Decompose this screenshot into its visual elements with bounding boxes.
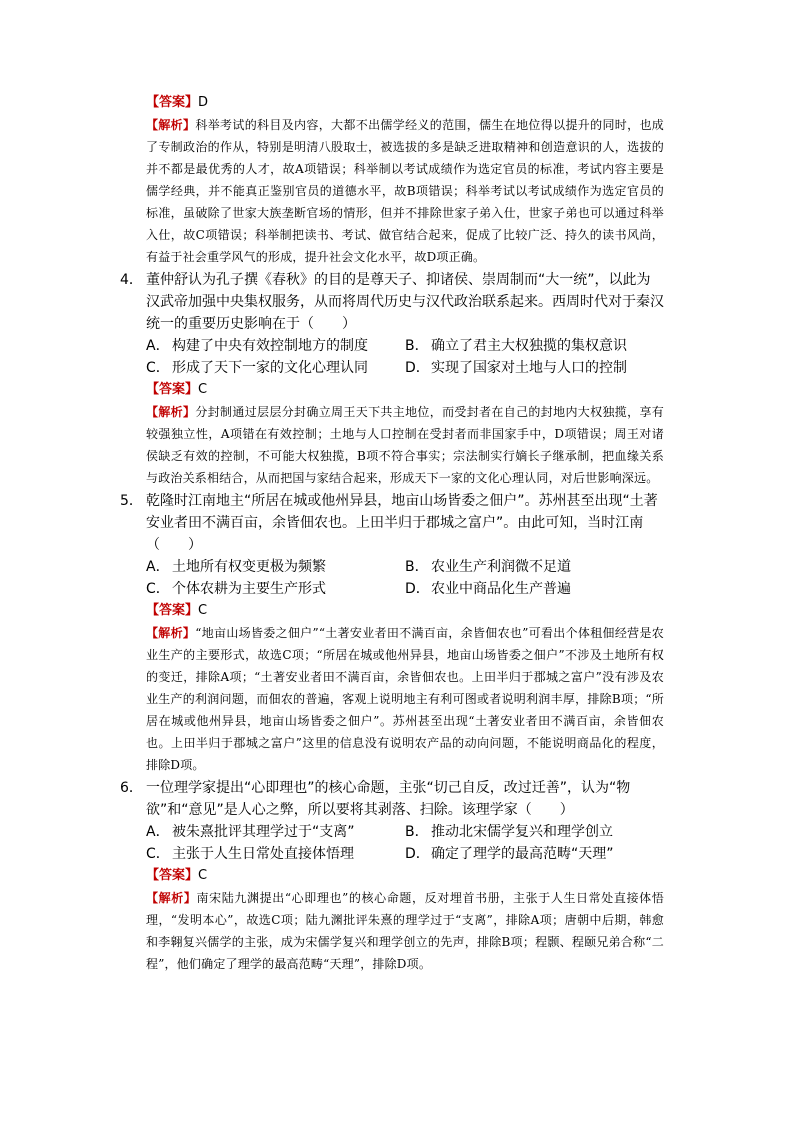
options bbox=[146, 821, 664, 865]
question-number: 6． bbox=[120, 780, 143, 796]
answer-sheet bbox=[120, 92, 664, 975]
answer-tag: 【答案】 bbox=[146, 95, 199, 110]
analysis-paragraph bbox=[146, 622, 664, 776]
option-d[interactable]: D．实现了国家对土地与人口的控制 bbox=[405, 360, 627, 376]
option-c[interactable]: C． 个体农耕为主要生产形式 bbox=[146, 581, 326, 597]
answer-value: D bbox=[198, 95, 209, 110]
answer-line bbox=[146, 379, 664, 401]
analysis-tag: 【解析】 bbox=[146, 118, 196, 132]
question-5 bbox=[120, 490, 664, 556]
analysis-text: 南宋陆九渊提出“心即理也”的核心命题，反对埋首书册，主张于人生日常处直接体悟理，“发明本心”，故选C项；陆九渊批评朱熹的理学过于“支离”，排除A项；唐朝中后期，韩愈和李翱复兴儒学的主张，成为宋儒学复兴和理学创立的先声，排除B项；程颢、程颐兄弟合称“二程”，他们确定了理学的最高范畴“天理”，排除D项。 bbox=[146, 891, 664, 971]
option-a[interactable]: A． 被朱熹批评其理学过于“支离” bbox=[146, 824, 355, 840]
option-d[interactable]: D．确定了理学的最高范畴“天理” bbox=[405, 846, 614, 862]
question-stem: 乾隆时江南地主“所居在城或他州异县，地亩山场皆委之佃户”。苏州甚至出现“土著安业者田不满百亩，余皆佃农也。上田半归于郡城之富户”。由此可知，当时江南（ ） bbox=[146, 493, 658, 553]
option-c[interactable]: C． 主张于人生日常处直接体悟理 bbox=[146, 846, 354, 862]
answer-value: C bbox=[198, 603, 208, 618]
answer-line bbox=[146, 865, 664, 887]
analysis-text: 科举考试的科目及内容，大都不出儒学经义的范围，儒生在地位得以提升的同时，也成了专制政治的作从，特别是明清八股取士，被选拔的多是缺乏进取精神和创造意识的人，选拔的并不都是最优秀的人才，故A项错误；科举制以考试成绩作为选定官员的标准，考试内容主要是儒学经典，并不能真正鉴别官员的道德水平，故B项错误；科举考试以考试成绩作为选定官员的标准，虽破除了世家大族垄断官场的情形，但并不排除世家子弟入仕，世家子弟也可以通过科举入仕，故C项错误；科举制把读书、考试、做官结合起来，促成了比较广泛、持久的读书风尚，有益于社会重学风气的形成，提升社会文化水平，故D项正确。 bbox=[146, 118, 664, 264]
answer-tag: 【答案】 bbox=[146, 603, 199, 618]
analysis-paragraph bbox=[146, 401, 664, 489]
analysis-paragraph bbox=[146, 887, 664, 975]
analysis-tag: 【解析】 bbox=[146, 891, 197, 905]
analysis-text: 分封制通过层层分封确立周王天下共主地位，而受封者在自己的封地内大权独揽，享有较强独立性，A项错在有效控制；土地与人口控制在受封者而非国家手中，D项错误；周王对诸侯缺乏有效的控制，不可能大权独揽，B项不符合事实；宗法制实行嫡长子继承制，把血缘关系与政治关系相结合，从而把国与家结合起来，形成天下一家的文化心理认同，对后世影响深远。 bbox=[146, 405, 664, 485]
question-number: 5． bbox=[120, 493, 143, 509]
question-6 bbox=[120, 777, 664, 821]
answer-line bbox=[146, 600, 664, 622]
option-a[interactable]: A． 构建了中央有效控制地方的制度 bbox=[146, 338, 368, 354]
answer-line bbox=[146, 92, 664, 114]
question-stem: 一位理学家提出“心即理也”的核心命题，主张“切己自反，改过迁善”，认为“物欲”和“意见”是人心之弊，所以要将其剥落、扫除。该理学家（ ） bbox=[146, 780, 631, 818]
analysis-tag: 【解析】 bbox=[146, 405, 196, 419]
option-c[interactable]: C． 形成了天下一家的文化心理认同 bbox=[146, 360, 368, 376]
analysis-text: “地亩山场皆委之佃户”“土著安业者田不满百亩，余皆佃农也”可看出个体租佃经营是农业生产的主要形式，故选C项；“所居在城或他州异县，地亩山场皆委之佃户”不涉及土地所有权的变迁，排除A项；“土著安业者田不满百亩，余皆佃农也。上田半归于郡城之富户”没有涉及农业生产的利润问题，而佃农的普遍，客观上说明地主有利可图或者说明利润丰厚，排除B项；“所居在城或他州异县，地亩山场皆委之佃户”。苏州甚至出现“土著安业者田不满百亩，余皆佃农也。上田半归于郡城之富户”这里的信息没有说明农产品的动向问题，不能说明商品化的程度，排除D项。 bbox=[146, 626, 664, 772]
question-number: 4． bbox=[120, 272, 143, 288]
options bbox=[146, 335, 664, 379]
option-b[interactable]: B． 农业生产利润微不足道 bbox=[405, 559, 571, 575]
analysis-tag: 【解析】 bbox=[146, 626, 196, 640]
analysis-paragraph bbox=[146, 114, 664, 268]
option-b[interactable]: B． 确立了君主大权独揽的集权意识 bbox=[405, 338, 627, 354]
answer-tag: 【答案】 bbox=[146, 382, 199, 397]
question-stem: 董仲舒认为孔子撰《春秋》的目的是尊天子、抑诸侯、崇周制而“大一统”，以此为汉武帝加强中央集权服务，从而将周代历史与汉代政治联系起来。西周时代对于秦汉统一的重要历史影响在于（ ） bbox=[146, 272, 664, 332]
option-b[interactable]: B． 推动北宋儒学复兴和理学创立 bbox=[405, 824, 613, 840]
answer-value: C bbox=[198, 382, 208, 397]
answer-value: C bbox=[198, 868, 208, 883]
answer-tag: 【答案】 bbox=[146, 868, 199, 883]
option-a[interactable]: A． 土地所有权变更极为频繁 bbox=[146, 559, 326, 575]
question-4 bbox=[120, 269, 664, 335]
options bbox=[146, 556, 664, 600]
option-d[interactable]: D．农业中商品化生产普遍 bbox=[405, 581, 571, 597]
